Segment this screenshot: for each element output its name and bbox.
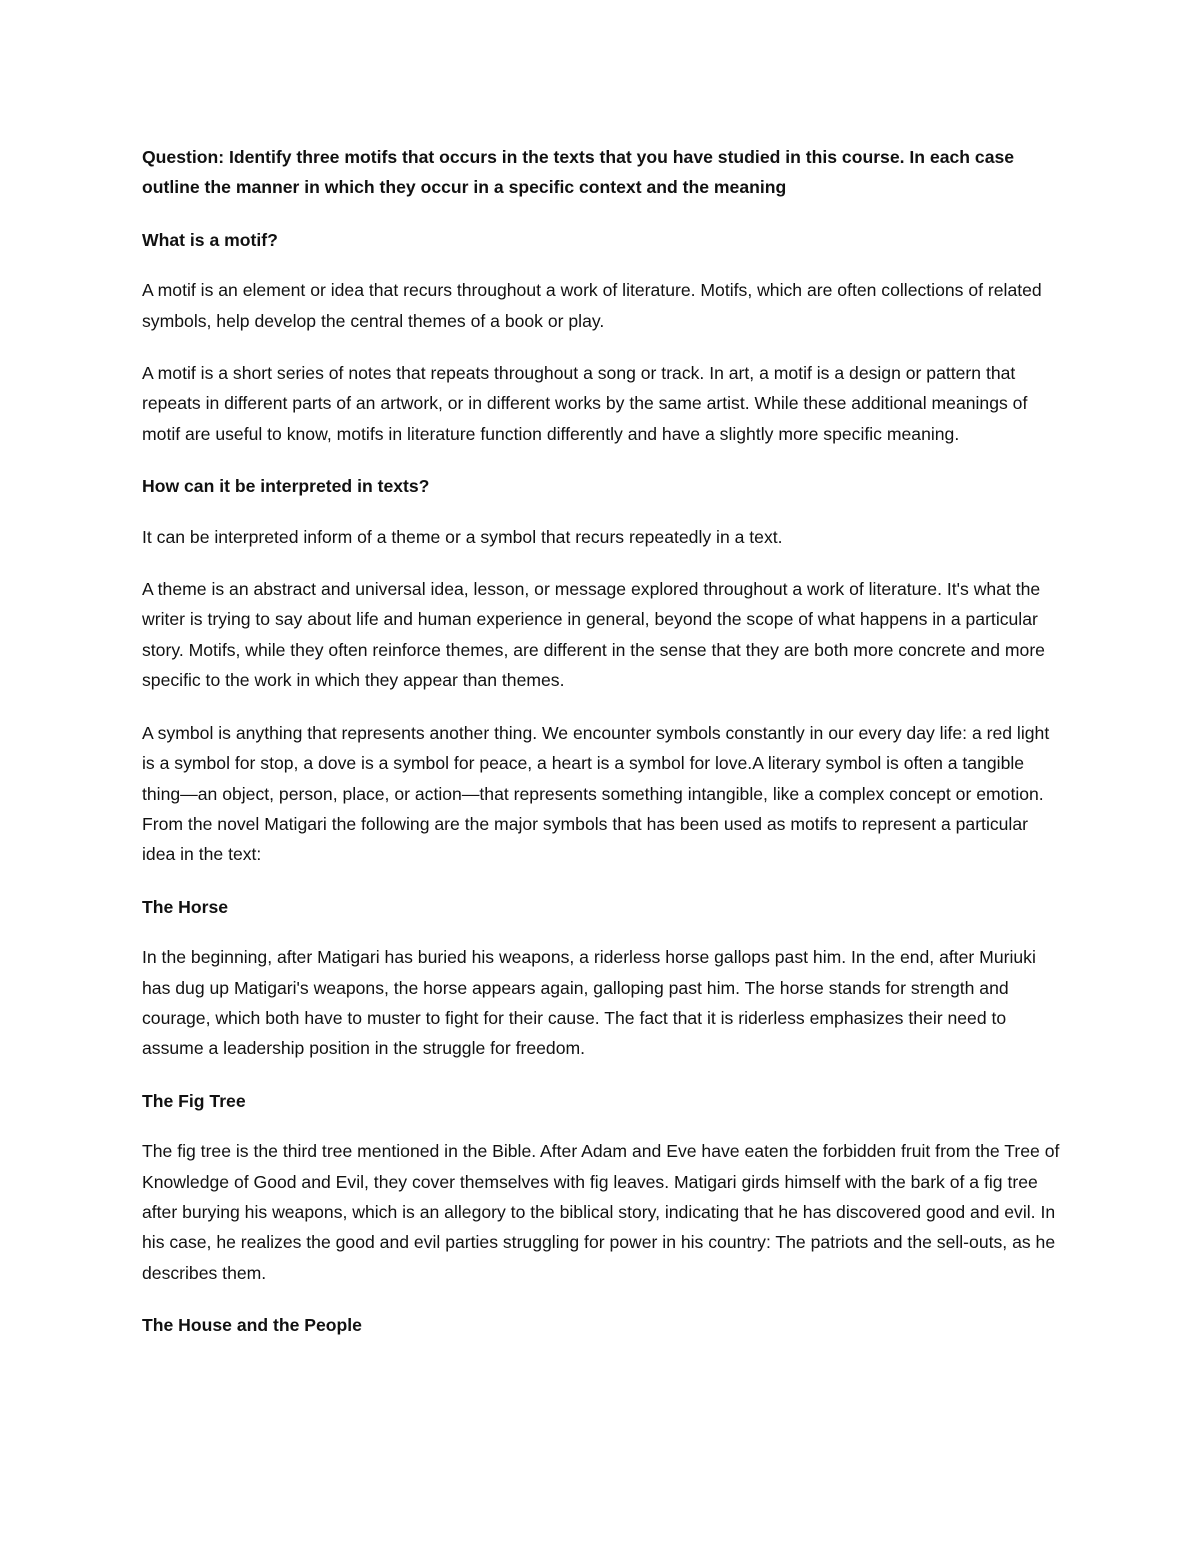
section-heading-fig-tree: The Fig Tree: [142, 1090, 246, 1111]
paragraph-symbol: A symbol is anything that represents another thing. We encounter symbols constantly in our every day life: a red light is a symbol for stop, a dove is a symbol for peace, a heart is a symbol for love.A literary symbol is often a tangible thing—an object, person, place, or action—that represents something intangible, like a complex concept or emotion. From the novel Matigari the following are the major symbols that has been used as motifs to represent a particular idea in the text:: [142, 722, 1050, 865]
paragraph-theme: A theme is an abstract and universal idea, lesson, or message explored throughout a work of literature. It's what the writer is trying to say about life and human experience in general, beyond the scope of what happens in a particular story. Motifs, while they often reinforce themes, are different in the sense that they are both more concrete and more specific to the work in which they appear than themes.: [142, 579, 1045, 691]
section-heading-interpretation: How can it be interpreted in texts?: [142, 476, 430, 497]
paragraph-interpretation: It can be interpreted inform of a theme or a symbol that recurs repeatedly in a text.: [142, 526, 783, 547]
section-heading-horse: The Horse: [142, 896, 229, 917]
document-page: [142, 142, 1060, 1361]
paragraph-motif-music-art: A motif is a short series of notes that repeats throughout a song or track. In art, a motif is a design or pattern that repeats in different parts of an artwork, or in different works by the same artist. While these additional meanings of motif are useful to know, motifs in literature function differently and have a slightly more specific meaning.: [142, 363, 1028, 444]
question-text: Question: Identify three motifs that occurs in the texts that you have studied in this course. In each case outline the manner in which they occur in a specific context and the meaning: [142, 147, 1015, 198]
section-heading-house-people: The House and the People: [142, 1315, 362, 1336]
paragraph-fig-tree: The fig tree is the third tree mentioned in the Bible. After Adam and Eve have eaten the forbidden fruit from the Tree of Knowledge of Good and Evil, they cover themselves with fig leaves. Matigari girds himself with the bark of a fig tree after burying his weapons, which is an allegory to the biblical story, indicating that he has discovered good and evil. In his case, he realizes the good and evil parties struggling for power in his country: The patriots and the sell-outs, as he describes them.: [142, 1141, 1060, 1283]
paragraph-motif-definition: A motif is an element or idea that recurs throughout a work of literature. Motifs, which are often collections of related symbols, help develop the central themes of a book or play.: [142, 280, 1042, 331]
paragraph-horse: In the beginning, after Matigari has buried his weapons, a riderless horse gallops past him. In the end, after Muriuki has dug up Matigari's weapons, the horse appears again, galloping past him. The horse stands for strength and courage, which both have to muster to fight for their cause. The fact that it is riderless emphasizes their need to assume a leadership position in the struggle for freedom.: [142, 947, 1036, 1059]
section-heading-what-is-motif: What is a motif?: [142, 229, 278, 250]
